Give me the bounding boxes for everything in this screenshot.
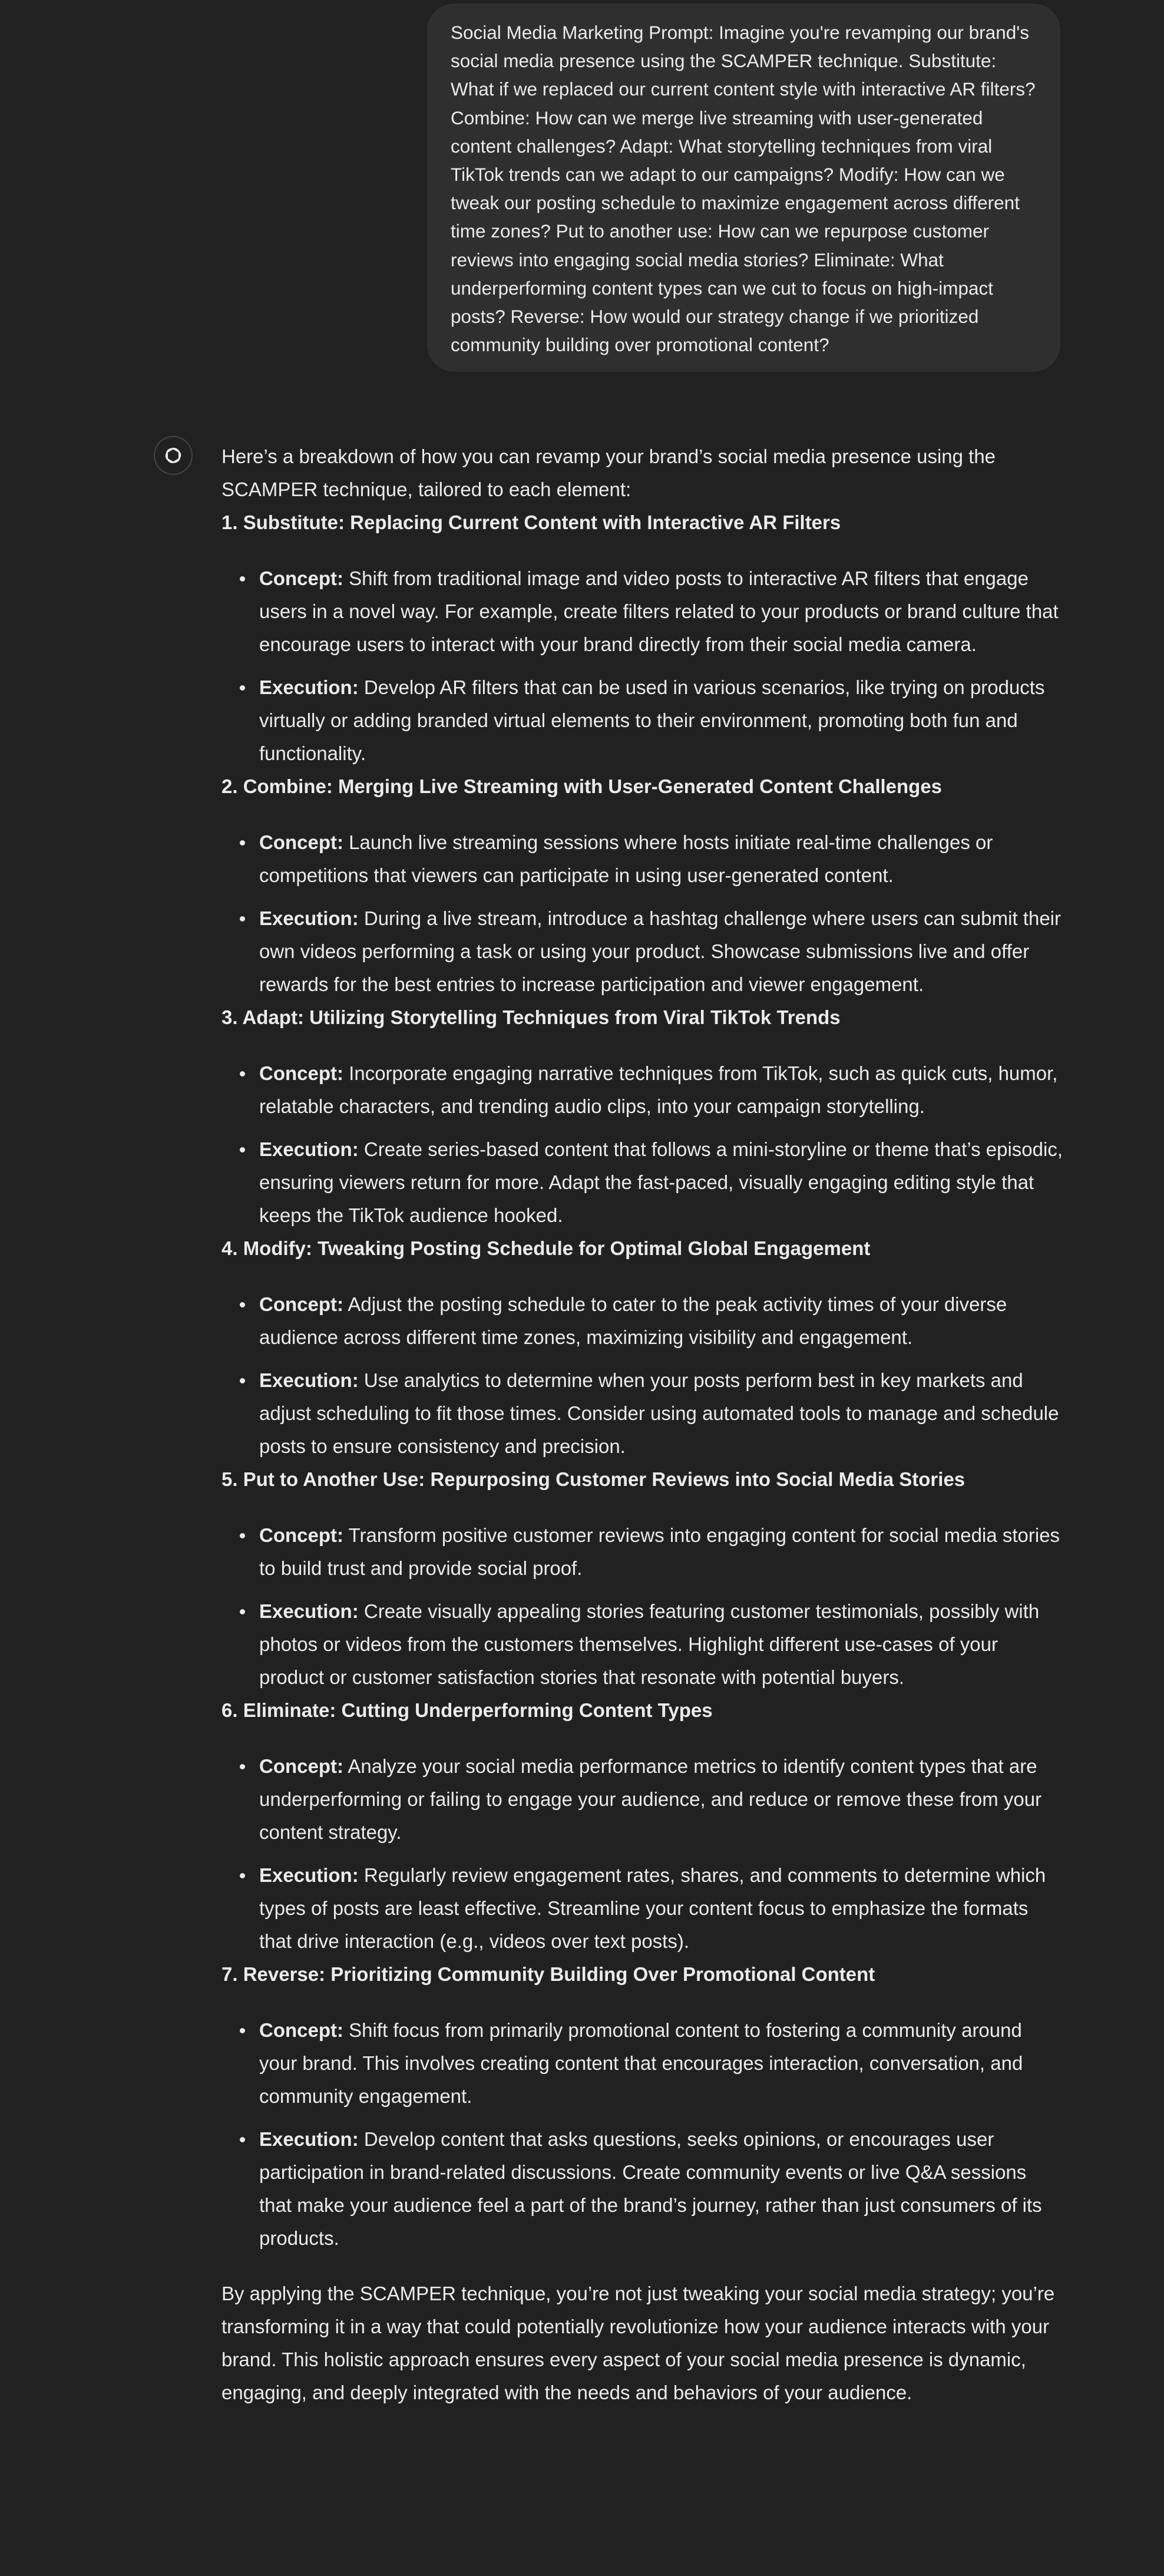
assistant-avatar xyxy=(154,436,193,475)
item-label: Concept: xyxy=(259,2019,343,2041)
bullet-list xyxy=(221,1057,1064,1232)
list-item xyxy=(221,1133,1064,1232)
list-item xyxy=(221,2014,1064,2113)
item-label: Execution: xyxy=(259,1600,359,1622)
section-title: 6. Eliminate: Cutting Underperforming Content Types xyxy=(221,1699,713,1721)
list-item xyxy=(221,1519,1064,1585)
section-adapt xyxy=(221,1001,1064,1232)
bullet-dot xyxy=(240,576,245,582)
user-message-bubble xyxy=(427,4,1060,372)
bullet-dot xyxy=(240,840,245,846)
item-label: Execution: xyxy=(259,2128,359,2150)
section-eliminate xyxy=(221,1694,1064,1958)
section-title: 4. Modify: Tweaking Posting Schedule for Optimal Global Engagement xyxy=(221,1237,871,1259)
item-label: Execution: xyxy=(259,907,359,929)
section-reverse xyxy=(221,1958,1064,2255)
bullet-list xyxy=(221,1750,1064,1958)
bullet-list xyxy=(221,826,1064,1001)
item-text: Launch live streaming sessions where hosts initiate real-time challenges or competitions that viewers can participate in using user-generated content. xyxy=(259,831,993,886)
item-label: Concept: xyxy=(259,1293,343,1315)
bullet-dot xyxy=(240,916,245,922)
item-text: Analyze your social media performance metrics to identify content types that are underperforming or failing to engage your audience, and reduce or remove these from your content strategy. xyxy=(259,1755,1042,1843)
openai-logo-icon xyxy=(163,445,184,466)
item-text: Shift focus from primarily promotional content to fostering a community around your brand. This involves creating content that encourages interaction, conversation, and community engagement. xyxy=(259,2019,1023,2107)
bullet-dot xyxy=(240,1764,245,1769)
section-substitute xyxy=(221,506,1064,770)
user-message-text: Social Media Marketing Prompt: Imagine you're revamping our brand's social media presence using the SCAMPER technique. Substitute: What if we replaced our current content style with interactive AR filters? Combine: How can we merge live streaming with user-generated content challenges? Adapt: What storytelling techniques from viral TikTok trends can we adapt to our campaigns? Modify: How can we tweak our posting schedule to maximize engagement across different time zones? Put to another use: How can we repurpose customer reviews into engaging social media stories? Eliminate: What underperforming content types can we cut to focus on high-impact posts? Reverse: How would our strategy change if we prioritized community building over promotional content? xyxy=(451,22,1036,356)
section-title: 1. Substitute: Replacing Current Content with Interactive AR Filters xyxy=(221,511,841,533)
list-item xyxy=(221,671,1064,770)
item-label: Concept: xyxy=(259,831,343,853)
section-title: 7. Reverse: Prioritizing Community Building Over Promotional Content xyxy=(221,1963,875,1985)
bullet-dot xyxy=(240,1147,245,1152)
section-title: 2. Combine: Merging Live Streaming with User-Generated Content Challenges xyxy=(221,775,943,797)
list-item xyxy=(221,826,1064,892)
bullet-list xyxy=(221,1288,1064,1463)
section-put-to-another-use xyxy=(221,1463,1064,1694)
item-text: Incorporate engaging narrative techniques from TikTok, such as quick cuts, humor, relatable characters, and trending audio clips, into your campaign storytelling. xyxy=(259,1062,1058,1117)
list-item xyxy=(221,1057,1064,1123)
list-item xyxy=(221,1750,1064,1849)
section-combine xyxy=(221,770,1064,1001)
item-label: Concept: xyxy=(259,1524,343,1546)
section-title: 5. Put to Another Use: Repurposing Customer Reviews into Social Media Stories xyxy=(221,1468,965,1490)
bullet-dot xyxy=(240,1378,245,1383)
item-text: Regularly review engagement rates, shares, and comments to determine which types of posts are least effective. Streamline your content focus to emphasize the formats that drive interaction (e.g., videos over text posts). xyxy=(259,1864,1046,1952)
bullet-dot xyxy=(240,1873,245,1878)
item-text: Use analytics to determine when your posts perform best in key markets and adjust scheduling to fit those times. Consider using automated tools to manage and schedule posts to ensure consistency and precision. xyxy=(259,1369,1059,1457)
bullet-dot xyxy=(240,1071,245,1076)
list-item xyxy=(221,2123,1064,2255)
response-intro: Here’s a breakdown of how you can revamp your brand’s social media presence using the SCAMPER technique, tailored to each element: xyxy=(221,445,996,500)
item-text: Develop content that asks questions, seeks opinions, or encourages user participation in brand-related discussions. Create community events or live Q&A sessions that make your audience feel a part of the brand’s journey, rather than just consumers of its products. xyxy=(259,2128,1042,2249)
item-text: Transform positive customer reviews into engaging content for social media stories to build trust and provide social proof. xyxy=(259,1524,1060,1579)
bullet-dot xyxy=(240,1302,245,1307)
item-text: Adjust the posting schedule to cater to the peak activity times of your diverse audience across different time zones, maximizing visibility and engagement. xyxy=(259,1293,1007,1348)
response-closing: By applying the SCAMPER technique, you’re not just tweaking your social media strategy; you’re transforming it in a way that could potentially revolutionize how your audience interacts with your brand. This holistic approach ensures every aspect of your social media presence is dynamic, engaging, and deeply integrated with the needs and behaviors of your audience. xyxy=(221,2283,1055,2403)
section-title: 3. Adapt: Utilizing Storytelling Techniques from Viral TikTok Trends xyxy=(221,1006,841,1028)
item-label: Execution: xyxy=(259,1864,359,1886)
list-item xyxy=(221,1288,1064,1354)
list-item xyxy=(221,1859,1064,1958)
item-label: Execution: xyxy=(259,676,359,698)
section-modify xyxy=(221,1232,1064,1463)
list-item xyxy=(221,562,1064,661)
list-item xyxy=(221,1364,1064,1463)
bullet-dot xyxy=(240,1533,245,1538)
item-text: Develop AR filters that can be used in various scenarios, like trying on products virtually or adding branded virtual elements to their environment, promoting both fun and functionality. xyxy=(259,676,1045,764)
list-item xyxy=(221,902,1064,1001)
bullet-list xyxy=(221,562,1064,770)
bullet-list xyxy=(221,2014,1064,2255)
list-item xyxy=(221,1595,1064,1694)
item-text: Shift from traditional image and video posts to interactive AR filters that engage users in a novel way. For example, create filters related to your products or brand culture that encourage users to interact with your brand directly from their social media camera. xyxy=(259,567,1059,655)
item-text: Create visually appealing stories featuring customer testimonials, possibly with photos or videos from the customers themselves. Highlight different use-cases of your product or customer satisfaction stories that resonate with potential buyers. xyxy=(259,1600,1040,1688)
bullet-dot xyxy=(240,1609,245,1614)
bullet-dot xyxy=(240,685,245,691)
assistant-response xyxy=(221,440,1064,2409)
bullet-dot xyxy=(240,2028,245,2033)
bullet-list xyxy=(221,1519,1064,1694)
item-label: Execution: xyxy=(259,1138,359,1160)
item-label: Concept: xyxy=(259,1755,343,1777)
item-label: Execution: xyxy=(259,1369,359,1391)
bullet-dot xyxy=(240,2137,245,2142)
item-text: During a live stream, introduce a hashtag challenge where users can submit their own videos performing a task or using your product. Showcase submissions live and offer rewards for the best entries to increase participation and viewer engagement. xyxy=(259,907,1061,995)
item-label: Concept: xyxy=(259,567,343,589)
item-label: Concept: xyxy=(259,1062,343,1084)
item-text: Create series-based content that follows a mini-storyline or theme that’s episodic, ensuring viewers return for more. Adapt the fast-paced, visually engaging editing style that keeps the TikTok audience hooked. xyxy=(259,1138,1063,1226)
